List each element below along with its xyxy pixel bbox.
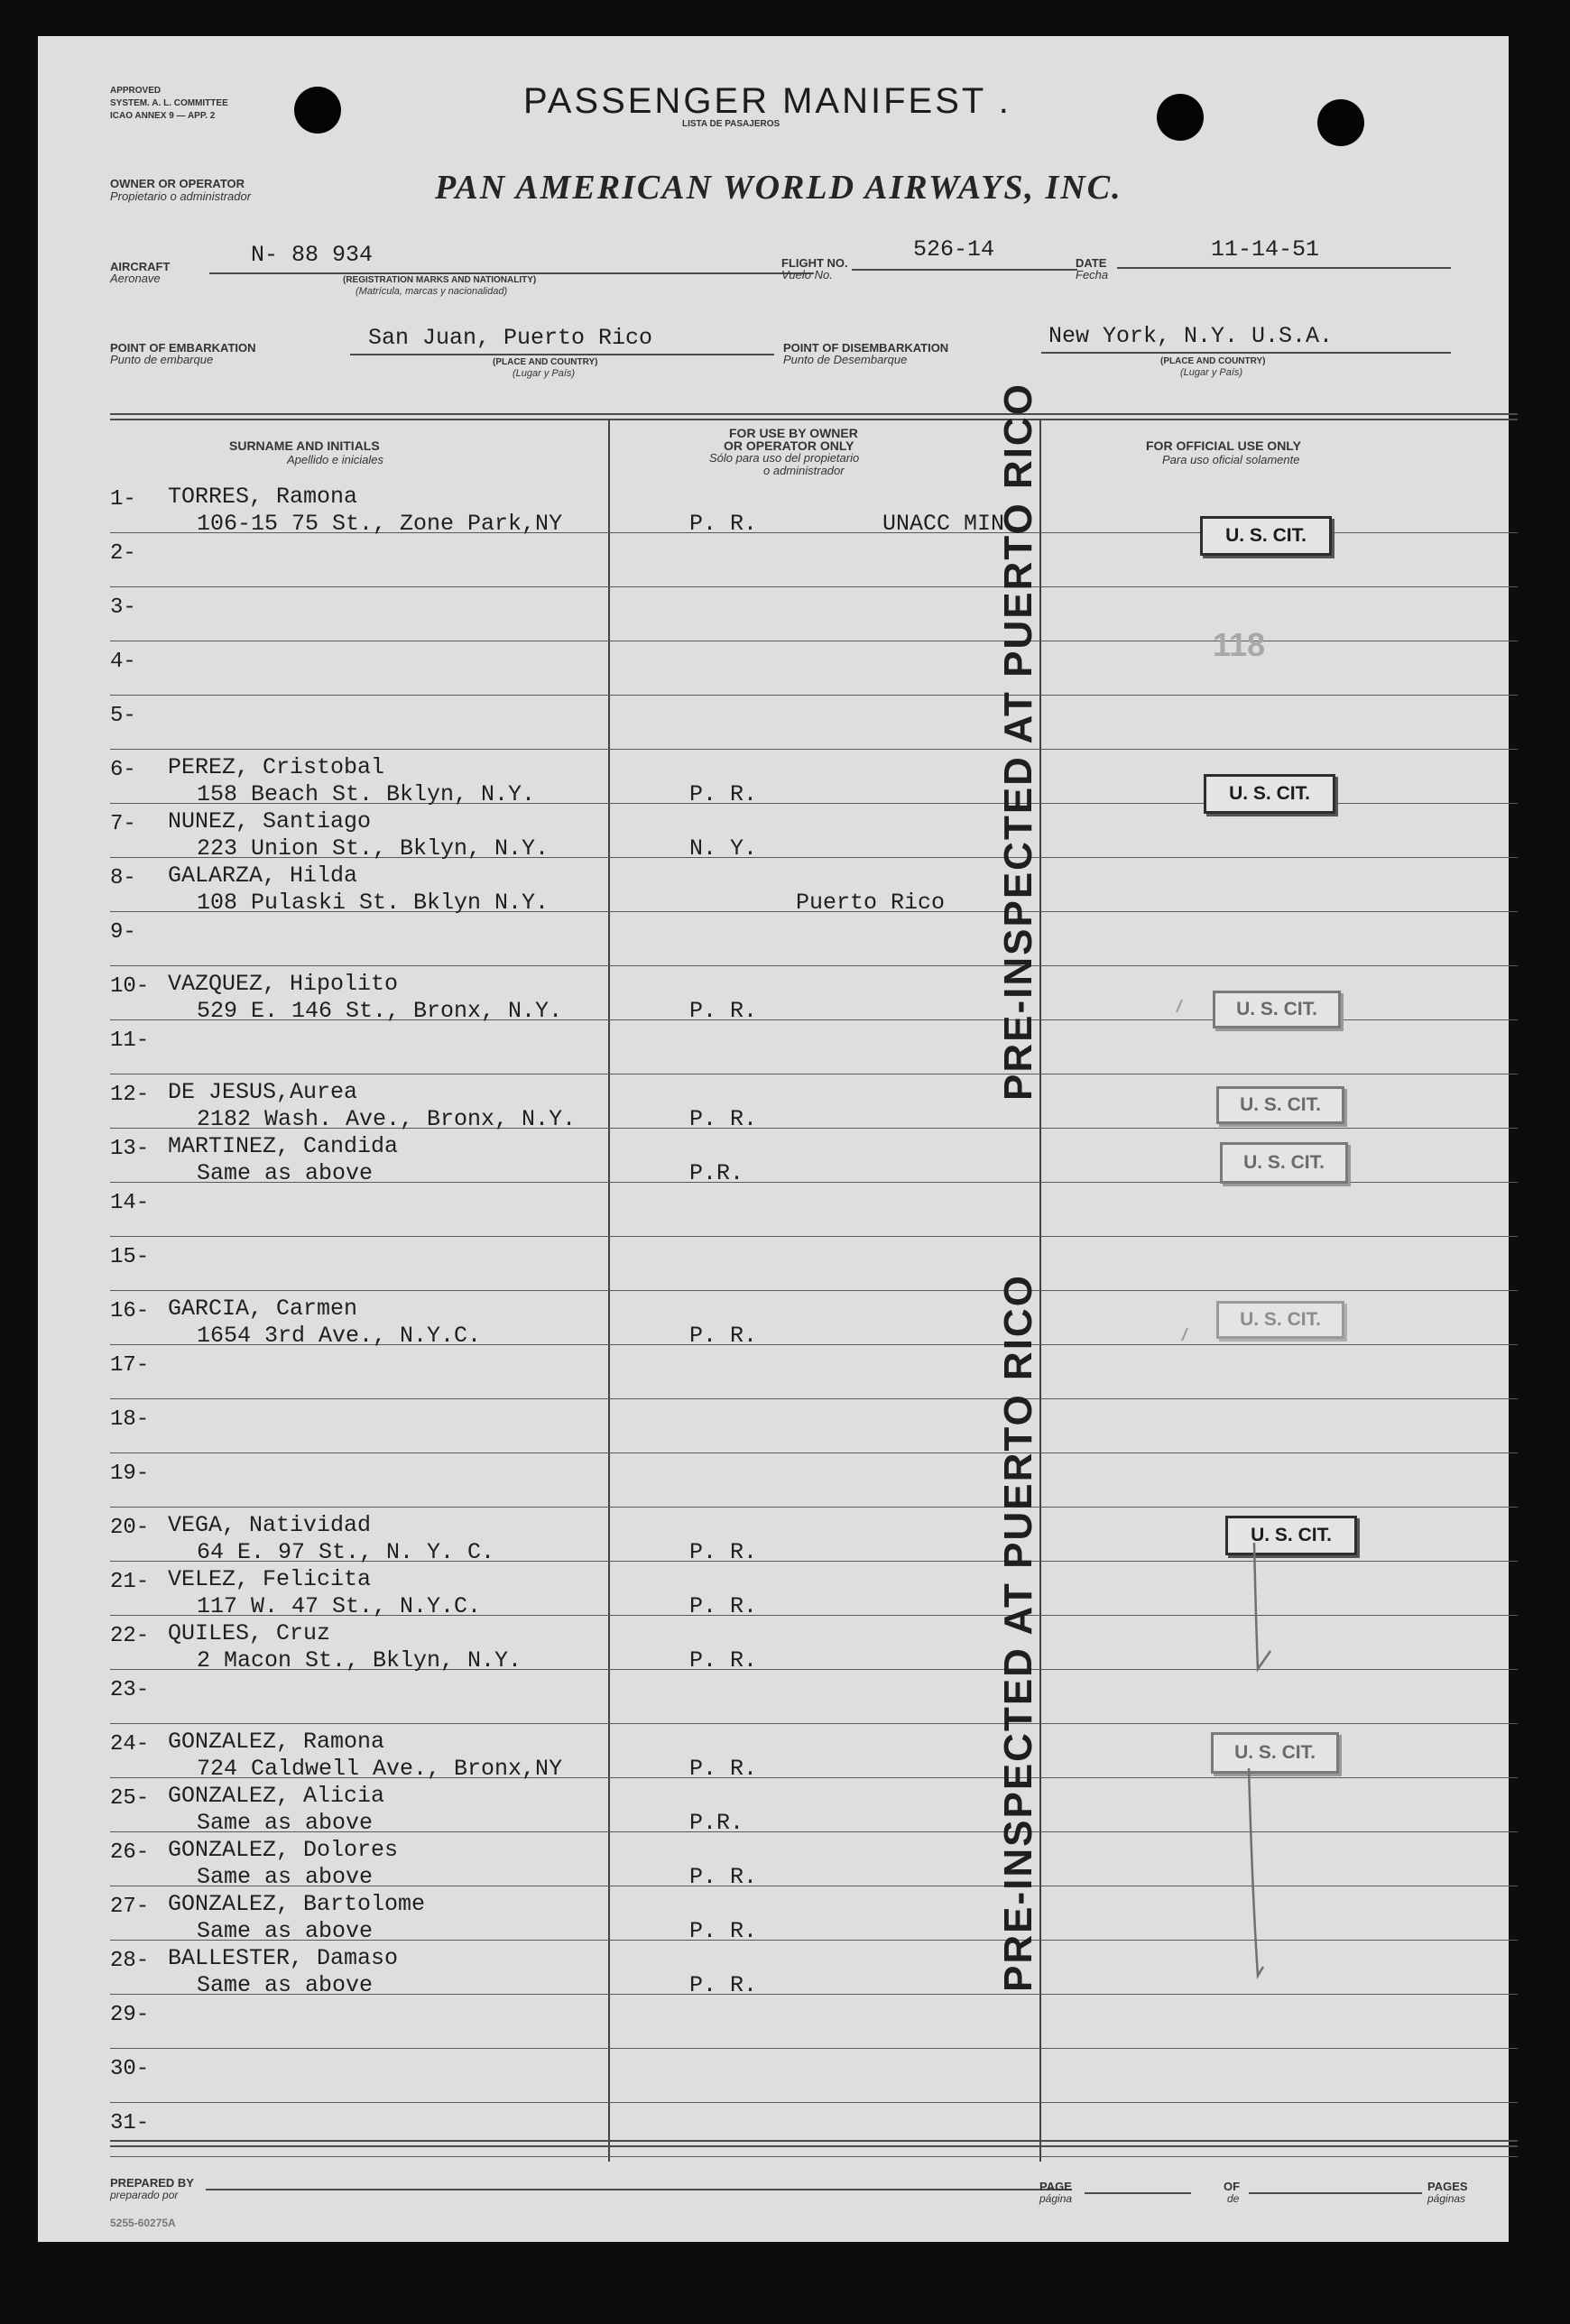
passenger-name: GONZALEZ, Alicia [168, 1783, 385, 1809]
disembark-place-note: (PLACE AND COUNTRY) [1160, 356, 1266, 366]
col-owner-header-2: OR OPERATOR ONLY [724, 438, 854, 453]
passenger-address: 1654 3rd Ave., N.Y.C. [197, 1323, 482, 1349]
embark-label: POINT OF EMBARKATION [110, 341, 256, 355]
flight-value: 526-14 [913, 236, 995, 263]
row-number: 30- [110, 2057, 150, 2081]
passenger-name: TORRES, Ramona [168, 484, 358, 510]
passenger-name: BALLESTER, Damaso [168, 1945, 399, 1971]
row-number: 22- [110, 1624, 150, 1648]
passenger-name: DE JESUS,Aurea [168, 1079, 358, 1105]
row-number: 24- [110, 1732, 150, 1757]
owner-use-entry: P. R. [689, 1756, 758, 1782]
col-owner-header-es-2: o administrador [763, 464, 845, 477]
embark-label-es: Punto de embarque [110, 353, 214, 366]
page-title: PASSENGER MANIFEST . [523, 81, 1011, 121]
us-cit-stamp-2: U. S. CIT. [1204, 774, 1335, 814]
row-number: 14- [110, 1191, 150, 1215]
us-cit-stamp-5: U. S. CIT. [1220, 1142, 1348, 1184]
row-number: 8- [110, 866, 136, 890]
passenger-name: NUNEZ, Santiago [168, 808, 372, 835]
passenger-address: 106-15 75 St., Zone Park,NY [197, 511, 563, 537]
pages-label: PAGES [1427, 2180, 1468, 2193]
passenger-name: GONZALEZ, Bartolome [168, 1891, 426, 1917]
row-number: 31- [110, 2111, 150, 2135]
registration-note: (REGISTRATION MARKS AND NATIONALITY) [343, 275, 537, 285]
row-number: 17- [110, 1353, 150, 1378]
passenger-name: VEGA, Natividad [168, 1512, 372, 1538]
us-cit-stamp-1: U. S. CIT. [1200, 516, 1332, 556]
row-number: 2- [110, 541, 136, 566]
passenger-name: GALARZA, Hilda [168, 862, 358, 889]
owner-use-entry: P. R. [689, 781, 758, 807]
preinspected-stamp-1: PRE-INSPECTED AT PUERTO RICO [996, 383, 1040, 1101]
owner-use-entry: P. R. [689, 1106, 758, 1132]
date-label: DATE [1076, 256, 1107, 270]
of-underline [1249, 2192, 1422, 2194]
preinspected-stamp-2: PRE-INSPECTED AT PUERTO RICO [996, 1274, 1040, 1992]
passenger-name: QUILES, Cruz [168, 1620, 331, 1646]
row-number: 9- [110, 920, 136, 945]
official-check-marks [38, 36, 1509, 2242]
of-label-es: de [1227, 2192, 1240, 2205]
disembark-value: New York, N.Y. U.S.A. [1048, 323, 1334, 349]
row-number: 21- [110, 1570, 150, 1594]
flight-label-es: Vuelo No. [781, 268, 833, 281]
passenger-name: GARCIA, Carmen [168, 1296, 358, 1322]
passenger-address: 2182 Wash. Ave., Bronx, N.Y. [197, 1106, 577, 1132]
row-number: 5- [110, 704, 136, 728]
col-owner-header-es-1: Sólo para uso del propietario [709, 451, 860, 465]
row-number: 19- [110, 1462, 150, 1486]
owner-use-entry: P. R. [689, 1647, 758, 1674]
disembark-label-es: Punto de Desembarque [783, 353, 908, 366]
row-number: 29- [110, 2003, 150, 2027]
owner-use-entry: P. R. [689, 1539, 758, 1565]
page-title-es: LISTA DE PASAJEROS [682, 119, 780, 129]
row-number: 1- [110, 487, 136, 512]
us-cit-stamp-4: U. S. CIT. [1216, 1086, 1344, 1124]
disembark-label: POINT OF DISEMBARKATION [783, 341, 949, 355]
passenger-address: 223 Union St., Bklyn, N.Y. [197, 835, 550, 862]
page-label-es: página [1039, 2192, 1073, 2205]
owner-use-note: UNACC MIN [882, 511, 1005, 537]
row-number: 23- [110, 1678, 150, 1702]
owner-use-entry: P. R. [689, 511, 758, 537]
row-number: 27- [110, 1895, 150, 1919]
us-cit-stamp-3: U. S. CIT. [1213, 991, 1341, 1028]
passenger-name: GONZALEZ, Ramona [168, 1729, 385, 1755]
aircraft-label: AIRCRAFT [110, 260, 171, 273]
owner-use-entry: P.R. [689, 1810, 744, 1836]
owner-use-entry: P. R. [689, 1918, 758, 1944]
passenger-address: 2 Macon St., Bklyn, N.Y. [197, 1647, 522, 1674]
manifest-sheet [38, 36, 1509, 2242]
row-number: 7- [110, 812, 136, 836]
col-surname-header-es: Apellido e iniciales [287, 453, 383, 466]
col-owner-header-1: FOR USE BY OWNER [729, 426, 858, 440]
passenger-address: 117 W. 47 St., N.Y.C. [197, 1593, 482, 1619]
flight-label: FLIGHT NO. [781, 256, 848, 270]
passenger-address: Same as above [197, 1918, 374, 1944]
passenger-address: 158 Beach St. Bklyn, N.Y. [197, 781, 536, 807]
registration-note-es: (Matrícula, marcas y nacionalidad) [356, 286, 508, 297]
row-number: 11- [110, 1028, 150, 1053]
passenger-name: GONZALEZ, Dolores [168, 1837, 399, 1863]
register-mark-118: 118 [1213, 626, 1266, 663]
disembark-place-note-es: (Lugar y País) [1180, 367, 1243, 378]
col-official-header: FOR OFFICIAL USE ONLY [1146, 438, 1301, 453]
page-underline [1085, 2192, 1191, 2194]
pages-label-es: páginas [1427, 2192, 1466, 2205]
row-number: 12- [110, 1083, 150, 1107]
us-cit-stamp-6: U. S. CIT. [1216, 1301, 1344, 1339]
row-number: 18- [110, 1407, 150, 1432]
col-surname-header: SURNAME AND INITIALS [229, 438, 380, 453]
passenger-address: Same as above [197, 1810, 374, 1836]
passenger-address: Same as above [197, 1160, 374, 1186]
aircraft-label-es: Aeronave [110, 272, 161, 285]
form-approval-line-3: ICAO ANNEX 9 — APP. 2 [110, 111, 216, 121]
passenger-name: MARTINEZ, Candida [168, 1133, 399, 1159]
owner-use-note: Puerto Rico [796, 890, 946, 916]
owner-use-entry: N. Y. [689, 835, 758, 862]
owner-label: OWNER OR OPERATOR [110, 177, 245, 190]
owner-use-entry: P. R. [689, 998, 758, 1024]
owner-use-entry: P.R. [689, 1160, 744, 1186]
us-cit-stamp-8: U. S. CIT. [1211, 1732, 1339, 1774]
row-number: 4- [110, 650, 136, 674]
passenger-address: Same as above [197, 1972, 374, 1998]
page-label: PAGE [1039, 2180, 1072, 2193]
passenger-address: 529 E. 146 St., Bronx, N.Y. [197, 998, 563, 1024]
owner-use-entry: P. R. [689, 1864, 758, 1890]
passenger-address: Same as above [197, 1864, 374, 1890]
aircraft-value: N- 88 934 [251, 242, 374, 268]
passenger-name: VAZQUEZ, Hipolito [168, 971, 399, 997]
owner-use-entry: P. R. [689, 1323, 758, 1349]
form-approval-line-2: SYSTEM. A. L. COMMITTEE [110, 98, 228, 108]
prepared-by-label: PREPARED BY [110, 2176, 194, 2190]
embark-place-note: (PLACE AND COUNTRY) [493, 357, 598, 367]
form-approval-line-1: APPROVED [110, 86, 162, 96]
date-label-es: Fecha [1076, 268, 1109, 281]
row-number: 3- [110, 595, 136, 620]
passenger-name: PEREZ, Cristobal [168, 754, 385, 780]
owner-label-es: Propietario o administrador [110, 189, 252, 203]
row-number: 25- [110, 1786, 150, 1811]
prepared-by-label-es: preparado por [110, 2189, 179, 2201]
us-cit-stamp-7: U. S. CIT. [1225, 1516, 1357, 1555]
row-number: 15- [110, 1245, 150, 1269]
passenger-address: 724 Caldwell Ave., Bronx,NY [197, 1756, 563, 1782]
passenger-address: 64 E. 97 St., N. Y. C. [197, 1539, 495, 1565]
row-number: 10- [110, 974, 150, 999]
row-number: 13- [110, 1137, 150, 1161]
row-number: 20- [110, 1516, 150, 1540]
passenger-name: VELEZ, Felicita [168, 1566, 372, 1592]
embark-place-note-es: (Lugar y País) [513, 368, 576, 379]
passenger-address: 108 Pulaski St. Bklyn N.Y. [197, 890, 550, 916]
owner-use-entry: P. R. [689, 1972, 758, 1998]
date-value: 11-14-51 [1211, 236, 1320, 263]
row-number: 6- [110, 758, 136, 782]
owner-use-entry: P. R. [689, 1593, 758, 1619]
row-number: 28- [110, 1949, 150, 1973]
col-official-header-es: Para uso oficial solamente [1162, 453, 1300, 466]
row-number: 16- [110, 1299, 150, 1323]
prepared-by-underline [206, 2189, 1072, 2190]
of-label: OF [1224, 2180, 1241, 2193]
embark-value: San Juan, Puerto Rico [368, 325, 653, 351]
airline-name: PAN AMERICAN WORLD AIRWAYS, INC. [435, 169, 1122, 207]
form-code: 5255-60275A [110, 2217, 176, 2229]
row-number: 26- [110, 1840, 150, 1865]
